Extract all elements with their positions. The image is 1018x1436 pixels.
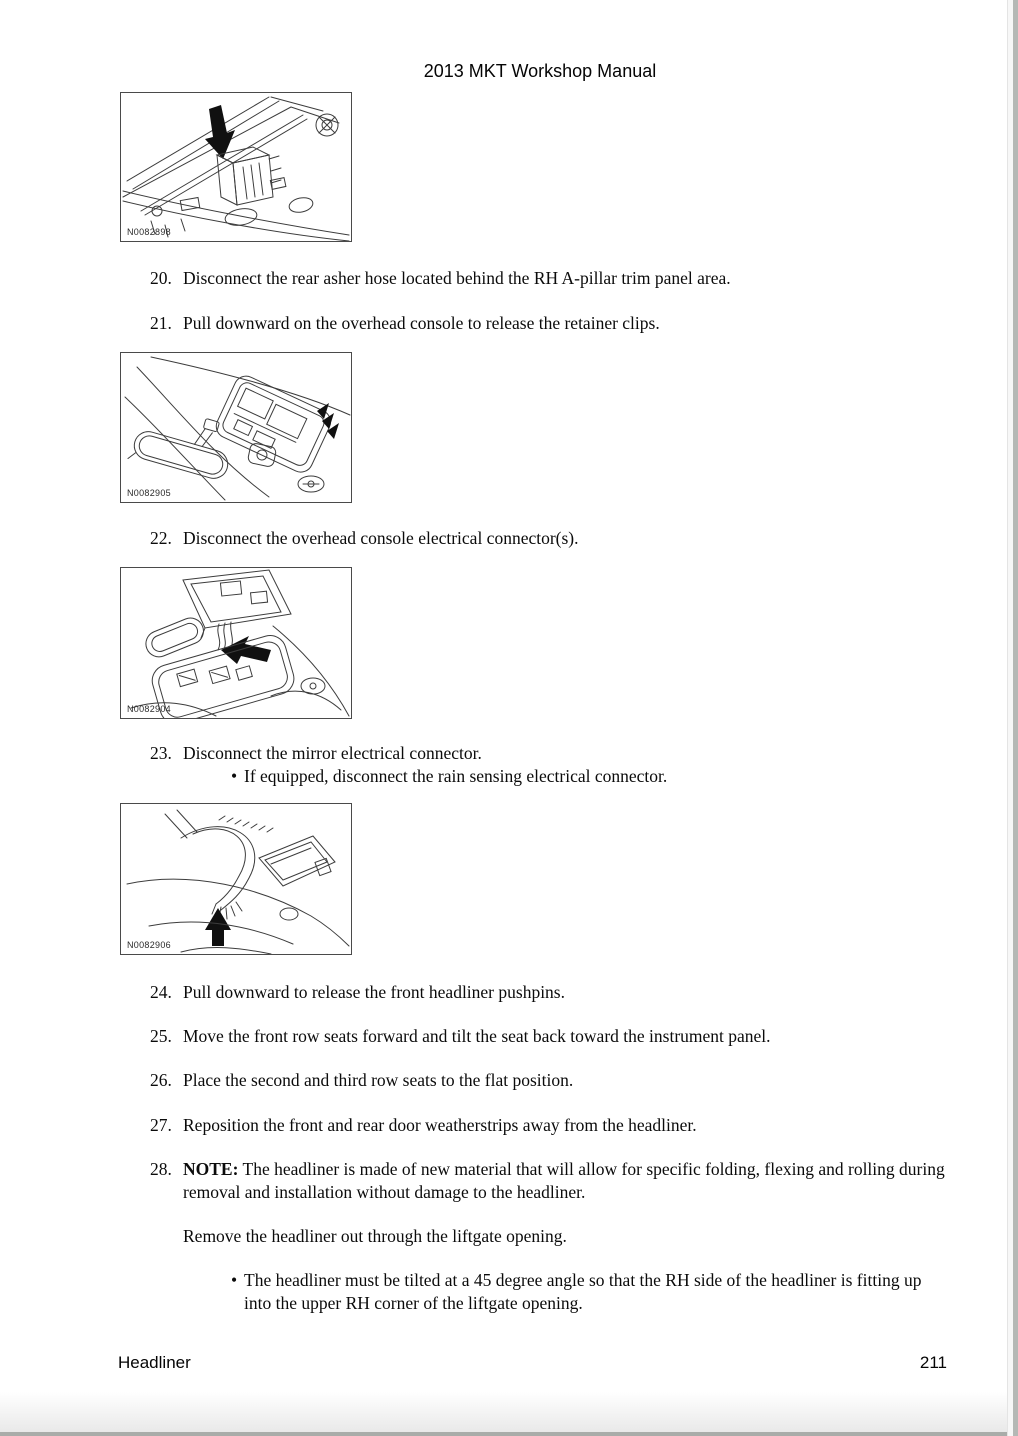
console-connector-illustration — [121, 568, 351, 718]
step-text: Pull downward to release the front headliner pushpins. — [183, 982, 565, 1002]
figure-console-connector — [120, 567, 352, 719]
step-text — [183, 1158, 950, 1204]
step-number: 24. — [150, 982, 172, 1002]
step-text: Move the front row seats forward and tilt the seat back toward the instrument panel. — [183, 1026, 771, 1046]
figure-washer-module — [120, 92, 352, 242]
step-text: Place the second and third row seats to the flat position. — [183, 1070, 574, 1090]
step-28-bullet — [231, 1269, 947, 1315]
step-27 — [150, 1114, 950, 1137]
step-22 — [150, 527, 950, 550]
step-20 — [150, 267, 950, 290]
step-28 — [150, 1158, 950, 1204]
scrollbar[interactable] — [1007, 0, 1018, 1436]
step-26 — [150, 1069, 950, 1092]
step-28-paragraph: Remove the headliner out through the liftgate opening. — [183, 1226, 567, 1246]
step-23 — [150, 742, 950, 765]
step-number: 27. — [150, 1115, 172, 1135]
step-number: 26. — [150, 1070, 172, 1090]
step-number: 25. — [150, 1026, 172, 1046]
headliner-pushpin-illustration — [121, 804, 351, 954]
figure-label: N0082898 — [127, 227, 171, 237]
page-bottom-edge — [0, 1432, 1018, 1436]
figure-label: N0082905 — [127, 488, 171, 498]
note-text: The headliner is made of new material that will allow for specific folding, flexing and rolling during removal and installation without damage to the headliner. — [183, 1159, 945, 1202]
step-number: 22. — [150, 528, 172, 548]
step-number: 21. — [150, 313, 172, 333]
figure-headliner-pushpin — [120, 803, 352, 955]
figure-label: N0082904 — [127, 704, 171, 714]
step-number: 20. — [150, 268, 172, 288]
step-25 — [150, 1025, 950, 1048]
figure-overhead-console — [120, 352, 352, 503]
pointer-arrow-icon — [205, 908, 231, 946]
step-text: Pull downward on the overhead console to release the retainer clips. — [183, 313, 660, 333]
page-title: 2013 MKT Workshop Manual — [423, 61, 657, 81]
page-bottom-shadow — [0, 1392, 1018, 1432]
bullet-text: If equipped, disconnect the rain sensing electrical connector. — [244, 766, 668, 786]
step-text: Disconnect the rear asher hose located behind the RH A-pillar trim panel area. — [183, 268, 731, 288]
figure-label: N0082906 — [127, 940, 171, 950]
overhead-console-illustration — [121, 353, 351, 502]
note-label: NOTE: — [183, 1159, 239, 1179]
bullet-icon: • — [231, 766, 238, 786]
step-text: Reposition the front and rear door weatherstrips away from the headliner. — [183, 1115, 697, 1135]
step-text: Disconnect the mirror electrical connector. — [183, 743, 482, 763]
pointer-arrow-icon — [221, 636, 271, 664]
bullet-icon: • — [231, 1270, 238, 1290]
step-number: 23. — [150, 743, 172, 763]
step-24 — [150, 981, 950, 1004]
bullet-text: The headliner must be tilted at a 45 degree angle so that the RH side of the headliner is fitting up into the upper RH corner of the liftgate opening. — [244, 1270, 922, 1313]
step-text: Disconnect the overhead console electrical connector(s). — [183, 528, 579, 548]
step-23-bullet — [231, 765, 947, 788]
footer-section-title: Headliner — [118, 1353, 191, 1372]
scrollbar-thumb[interactable] — [1013, 0, 1018, 1436]
step-21 — [150, 312, 950, 335]
washer-module-illustration — [121, 93, 351, 241]
step-number: 28. — [150, 1159, 172, 1179]
pointer-arrow-icon — [317, 403, 329, 419]
footer-page-number: 211 — [919, 1353, 947, 1372]
